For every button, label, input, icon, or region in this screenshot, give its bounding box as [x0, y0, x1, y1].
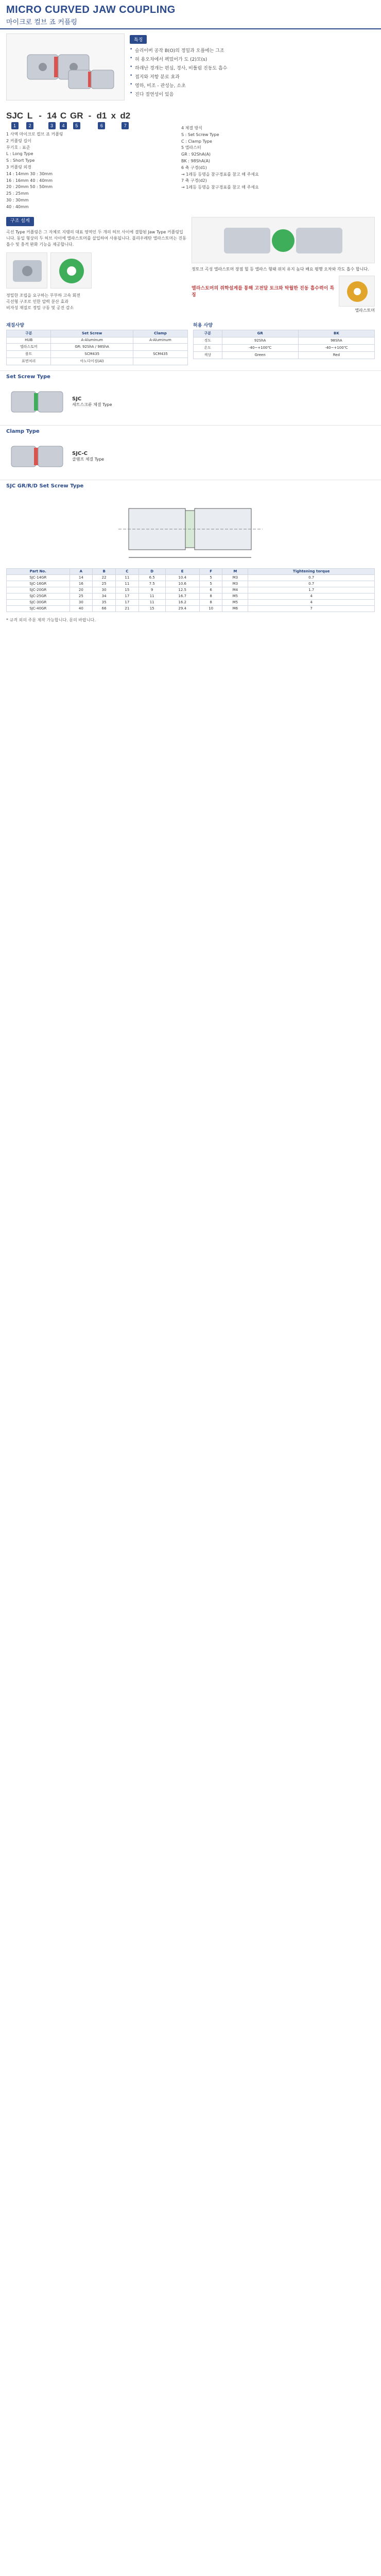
elastomer-image — [339, 276, 375, 307]
feature-item: • 슬리이버 공작 B(O)의 정밀과 오플에는 그조 — [130, 47, 375, 54]
drawing-svg — [98, 493, 283, 565]
clamp-heading: Clamp Type — [0, 425, 381, 435]
allow-title: 허용 사양 — [193, 323, 213, 328]
feature-item: • 진다 절연성이 있음 — [130, 91, 375, 97]
material-table: 구분 Set Screw Clamp HUB A-Aluminum A-Aluminum 엘라스토머 GR: 92ShA / 98ShA 볼트 SCM435 SCM435 표면처리 아노다이징(Al) — [6, 330, 188, 365]
page-subtitle: 마이크로 컬브 죠 커플링 — [6, 19, 77, 26]
feature-item: • 접지와 저항 분로 효과 — [130, 73, 375, 80]
feature-item: • 허 용오차에서 펙밌어가 도 (2)모(s) — [130, 56, 375, 62]
order-spec-left: 1 사엑 마이크로 컬브 죠 커플링 2 커플링 길이 무기호 : 표준 L : Long Type S : Short Type 3 커플링 외경 14 : 14mm 30 : 30mm 16 : 16mm 40 : 40mm 20 : 20mm 50 : 50mm 25 : 25mm 30 : 30mm 40 : 40mm — [6, 132, 63, 209]
set-screw-desc: 세트스크류 체결 Type — [72, 402, 112, 407]
material-table-wrap — [6, 319, 188, 365]
structure-section — [0, 214, 381, 316]
clamp-type — [0, 435, 381, 478]
dimension-table: Part No. A B C D E F M Tightening torque SJC-14GR 14 22 11 6.5 10.4 5 M3 0.7 SJC-16GR 16 25 11 7.5 10.6 5 M3 0.7 SJC-20GR 20 30 15 9 12.5 6 M4 1.7 SJC-25GR 25 34 17 11 16.7 8 M5 4 SJC-30GR 30 35 17 11 16.2 8 M5 4 SJC-40GR 40 66 21 15 29.4 10 M6 7 — [6, 568, 375, 612]
code-part: d2 7 — [120, 111, 131, 128]
top-block — [0, 29, 381, 105]
structure-note: 곡선형 구조로 인한 압력 분산 효과 — [6, 299, 68, 304]
order-spec-right: 4 체결 방식 S : Set Screw Type C : Clamp Type 5 엘라스터 GR : 92ShA(A) BK : 98ShA(A) 6 축 구경(d1) → 1레등 등명을 참구경표를 참고 해 주세요 7 축 구경(d2) → 1레등 등명을 참구경표를 참고 해 주세요 — [181, 126, 259, 190]
table-row: SJC-14GR 14 22 11 6.5 10.4 5 M3 0.7 — [7, 574, 375, 581]
table1-section — [0, 568, 381, 612]
types-heading: Set Screw Type — [0, 370, 381, 381]
spec-tables — [0, 316, 381, 368]
table-row: SJC-40GR 40 66 21 15 29.4 10 M6 7 — [7, 605, 375, 612]
table-row: SJC-16GR 16 25 11 7.5 10.6 5 M3 0.7 — [7, 581, 375, 587]
order-code-row — [6, 111, 176, 129]
feature-item: • 영하, 비조 - 관성능, 소초 — [130, 82, 375, 89]
structure-paragraph: 곡선 Type 커플링은 그 자체로 지탱의 대표 영역인 두 개의 허브 사이에 결합된 Jaw Type 커플링입니다. 동일 형상의 두 허브 사이에 엘라스토머를 삽입하여 사용됩니다. 폴리우레탄 엘라스토머는 진동 흡수 및 충격 완화 기능을 제공합니다. — [6, 229, 186, 247]
code-part: d1 6 — [96, 111, 107, 128]
structure-right — [192, 217, 375, 313]
set-screw-image — [6, 384, 68, 420]
elastomer-label: 엘라스토머 — [355, 308, 375, 313]
hub-image — [6, 252, 47, 289]
page-title: MICRO CURVED JAW COUPLING — [6, 4, 176, 15]
table-row: SJC-20GR 20 30 15 9 12.5 6 M4 1.7 — [7, 587, 375, 593]
code-part: SJC 1 — [6, 111, 24, 128]
table1-heading: SJC GR/R/D Set Screw Type — [0, 480, 381, 490]
set-screw-type — [0, 381, 381, 423]
structure-text — [6, 217, 186, 313]
clamp-desc: 클램프 체결 Type — [72, 456, 105, 462]
structure-notes — [6, 293, 186, 312]
feature-item: • 하래난 경개는 편심, 경사, 비틀림 진동도 흡수 — [130, 64, 375, 71]
product-photo — [6, 33, 125, 100]
table-row: SJC-25GR 25 34 17 11 16.7 8 M5 4 — [7, 593, 375, 599]
set-screw-label: SJC — [72, 396, 82, 402]
assembly-image — [192, 217, 375, 263]
elastomer-green-image — [50, 252, 92, 289]
clamp-image — [6, 438, 68, 474]
header — [0, 0, 381, 29]
structure-heading: 구조 설계 — [6, 217, 34, 226]
allow-table-wrap — [193, 319, 375, 365]
code-part: - — [88, 111, 92, 121]
footer — [0, 612, 381, 623]
features-box — [130, 33, 375, 100]
order-code-left — [6, 108, 176, 211]
code-part: - — [39, 111, 42, 121]
code-part: L 2 — [27, 111, 33, 128]
footer-note: * 규격 외의 주문 제작 가능합니다. 문의 바랍니다. — [6, 617, 96, 622]
code-part: GR 5 — [70, 111, 83, 128]
table-row: SJC-30GR 30 35 17 11 16.2 8 M5 4 — [7, 599, 375, 605]
structure-right-text: 정토크 곡성 엘라스토머 장점 헐 등 엘라스 형태 위치 유지 높다 배요 평행 오차와 각도 흡수 합니다. — [192, 266, 369, 272]
technical-drawing — [0, 490, 381, 568]
features-heading: 특징 — [130, 35, 147, 44]
code-part: C 4 — [60, 111, 67, 128]
clamp-label: SJC-C — [72, 450, 88, 456]
features-list — [130, 47, 375, 97]
allow-table: 구분 GR BK 경도 92ShA 98ShA 온도 -40~+100℃ -40~+100℃ 색상 Green Red — [193, 330, 375, 359]
structure-note: 정밀한 조립을 요구하는 무부하 고속 회전 — [6, 293, 81, 298]
code-part: 14 3 — [47, 111, 57, 128]
elastomer-heading: 엘라스토머의 쥐학설계를 통해 고전달 토크와 탁월한 진동 흡수력이 특징 — [192, 285, 335, 298]
order-code-section — [0, 105, 381, 214]
code-part: x — [111, 111, 116, 121]
material-title: 재질사양 — [6, 323, 24, 328]
structure-note: 비자성 재질로 정밀 구동 및 공진 감소 — [6, 306, 74, 311]
